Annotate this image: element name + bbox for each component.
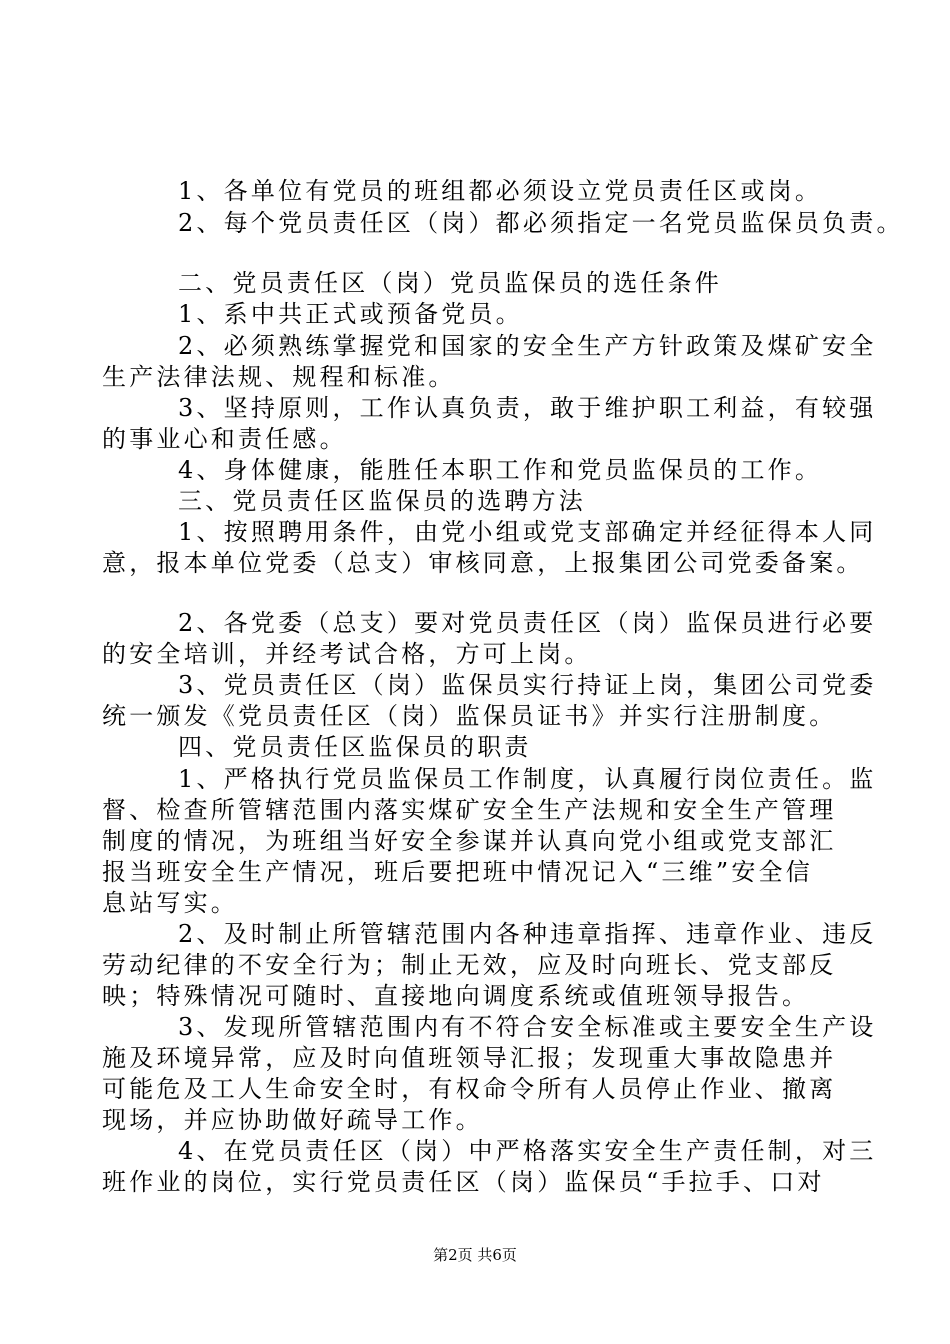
text-line: 统一颁发《党员责任区（岗）监保员证书》并实行注册制度。 [102, 702, 837, 730]
section-heading: 四、党员责任区监保员的职责 [178, 733, 532, 761]
text-line: 可能危及工人生命安全时，有权命令所有人员停止作业、撤离 [102, 1075, 837, 1103]
text-line: 班作业的岗位，实行党员责任区（岗）监保员“手拉手、口对 [102, 1168, 825, 1196]
text-line: 3、坚持原则，工作认真负责，敢于维护职工利益，有较强 [178, 394, 877, 422]
text-line: 生产法律法规、规程和标准。 [102, 363, 456, 391]
text-line: 现场，并应协助做好疏导工作。 [102, 1106, 483, 1134]
text-line: 2、各党委（总支）要对党员责任区（岗）监保员进行必要 [178, 609, 877, 637]
section-heading: 三、党员责任区监保员的选聘方法 [178, 487, 586, 515]
text-line: 4、身体健康，能胜任本职工作和党员监保员的工作。 [178, 456, 823, 484]
text-line: 施及环境异常，应及时向值班领导汇报；发现重大事故隐患并 [102, 1044, 837, 1072]
text-line: 的事业心和责任感。 [102, 425, 347, 453]
text-line: 劳动纪律的不安全行为；制止无效，应及时向班长、党支部反 [102, 951, 837, 979]
text-line: 1、各单位有党员的班组都必须设立党员责任区或岗。 [178, 177, 823, 205]
text-line: 2、必须熟练掌握党和国家的安全生产方针政策及煤矿安全 [178, 332, 877, 360]
text-line: 报当班安全生产情况，班后要把班中情况记入“三维”安全信 [102, 858, 813, 886]
text-line: 映；特殊情况可随时、直接地向调度系统或值班领导报告。 [102, 982, 810, 1010]
text-line: 意，报本单位党委（总支）审核同意，上报集团公司党委备案。 [102, 549, 864, 577]
text-line: 1、按照聘用条件，由党小组或党支部确定并经征得本人同 [178, 518, 877, 546]
text-line: 息站写实。 [102, 889, 238, 917]
text-line: 制度的情况，为班组当好安全参谋并认真向党小组或党支部汇 [102, 827, 837, 855]
text-line: 3、发现所管辖范围内有不符合安全标准或主要安全生产设 [178, 1013, 877, 1041]
text-line: 督、检查所管辖范围内落实煤矿安全生产法规和安全生产管理 [102, 796, 837, 824]
section-heading: 二、党员责任区（岗）党员监保员的选任条件 [178, 269, 722, 297]
text-line: 的安全培训，并经考试合格，方可上岗。 [102, 640, 592, 668]
text-line: 1、严格执行党员监保员工作制度，认真履行岗位责任。监 [178, 765, 877, 793]
page-number-footer: 第2页 共6页 [433, 1246, 517, 1264]
text-line: 2、及时制止所管辖范围内各种违章指挥、违章作业、违反 [178, 920, 877, 948]
text-line: 1、系中共正式或预备党员。 [178, 300, 523, 328]
text-line: 3、党员责任区（岗）监保员实行持证上岗，集团公司党委 [178, 671, 877, 699]
text-line: 4、在党员责任区（岗）中严格落实安全生产责任制，对三 [178, 1137, 877, 1165]
text-line: 2、每个党员责任区（岗）都必须指定一名党员监保员负责。 [178, 209, 904, 237]
